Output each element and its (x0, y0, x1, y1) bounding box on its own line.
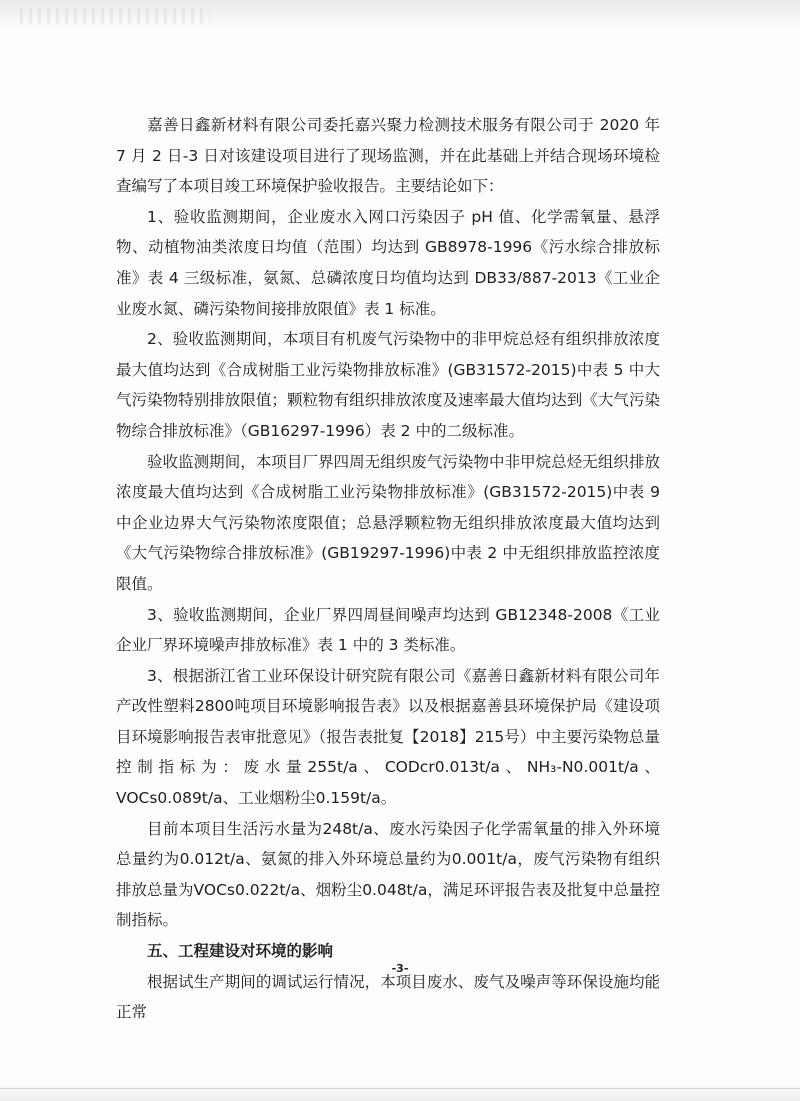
paragraph-unorganized-emission: 验收监测期间，本项目厂界四周无组织废气污染物中非甲烷总烃无组织排放浓度最大值均达到《合成树脂工业污染物排放标准》(GB31572-2015)中表 9 中企业边界大气污染物浓度限值；总悬浮颗粒物无组织排放浓度最大值均达到《大气污染物综合排放标准》(GB19297-1996)中表 2 中无组织排放监控浓度限值。 (116, 452, 660, 593)
section-heading: 五、工程建设对环境的影响 (147, 942, 334, 961)
paragraph-conclusion-1: 1、验收监测期间，企业废水入网口污染因子 pH 值、化学需氧量、悬浮物、动植物油类浓度日均值（范围）均达到 GB8978-1996《污水综合排放标准》表 4 三级标准，氨氮、总磷浓度日均值均达到 DB33/887-2013《工业企业废水氮、磷污染物间接排放限值》表 1 标准。 (116, 207, 660, 318)
scan-shadow-bottom (0, 1084, 800, 1101)
page-number: -3- (391, 962, 409, 975)
paragraph-current-totals: 目前本项目生活污水量为248t/a、废水污染因子化学需氧量的排入外环境总量约为0.012t/a、氨氮的排入外环境总量约为0.001t/a，废气污染物有组织排放总量为VOCs0.022t/a、烟粉尘0.048t/a，满足环评报告表及批复中总量控制指标。 (116, 819, 660, 930)
document-body (116, 110, 660, 1028)
scan-edge-line (0, 1088, 800, 1089)
paragraph-conclusion-3-noise: 3、验收监测期间，企业厂界四周昼间噪声均达到 GB12348-2008《工业企业厂界环境噪声排放标准》表 1 中的 3 类标准。 (116, 605, 660, 655)
paragraph-conclusion-2: 2、验收监测期间，本项目有机废气污染物中的非甲烷总烃有组织排放浓度最大值均达到《合成树脂工业污染物排放标准》(GB31572-2015)中表 5 中大气污染物特别排放限值；颗粒物有组织排放浓度及速率最大值均达到《大气污染物综合排放标准》（GB16297-1996）表 2 中的二级标准。 (116, 330, 660, 440)
paragraph-intro: 嘉善日鑫新材料有限公司委托嘉兴聚力检测技术服务有限公司于 2020 年 7 月 2 日-3 日对该建设项目进行了现场监测，并在此基础上并结合现场环境检查编写了本项目竣工环境保护验收报告。主要结论如下： (116, 116, 660, 196)
paragraph-conclusion-3-total-control: 3、根据浙江省工业环保设计研究院有限公司《嘉善日鑫新材料有限公司年产改性塑料2800吨项目环境影响报告表》以及根据嘉善县环境保护局《建设项目环境影响报告表审批意见》（报告表批复【2018】215号）中主要污染物总量控制指标为：废水量255t/a、CODcr0.013t/a、NH₃-N0.001t/a、VOCs0.089t/a、工业烟粉尘0.159t/a。 (116, 666, 660, 808)
paragraph-section-start: 根据试生产期间的调试运行情况，本项目废水、废气及噪声等环保设施均能正常 (116, 972, 660, 1022)
scan-noise (20, 8, 210, 24)
